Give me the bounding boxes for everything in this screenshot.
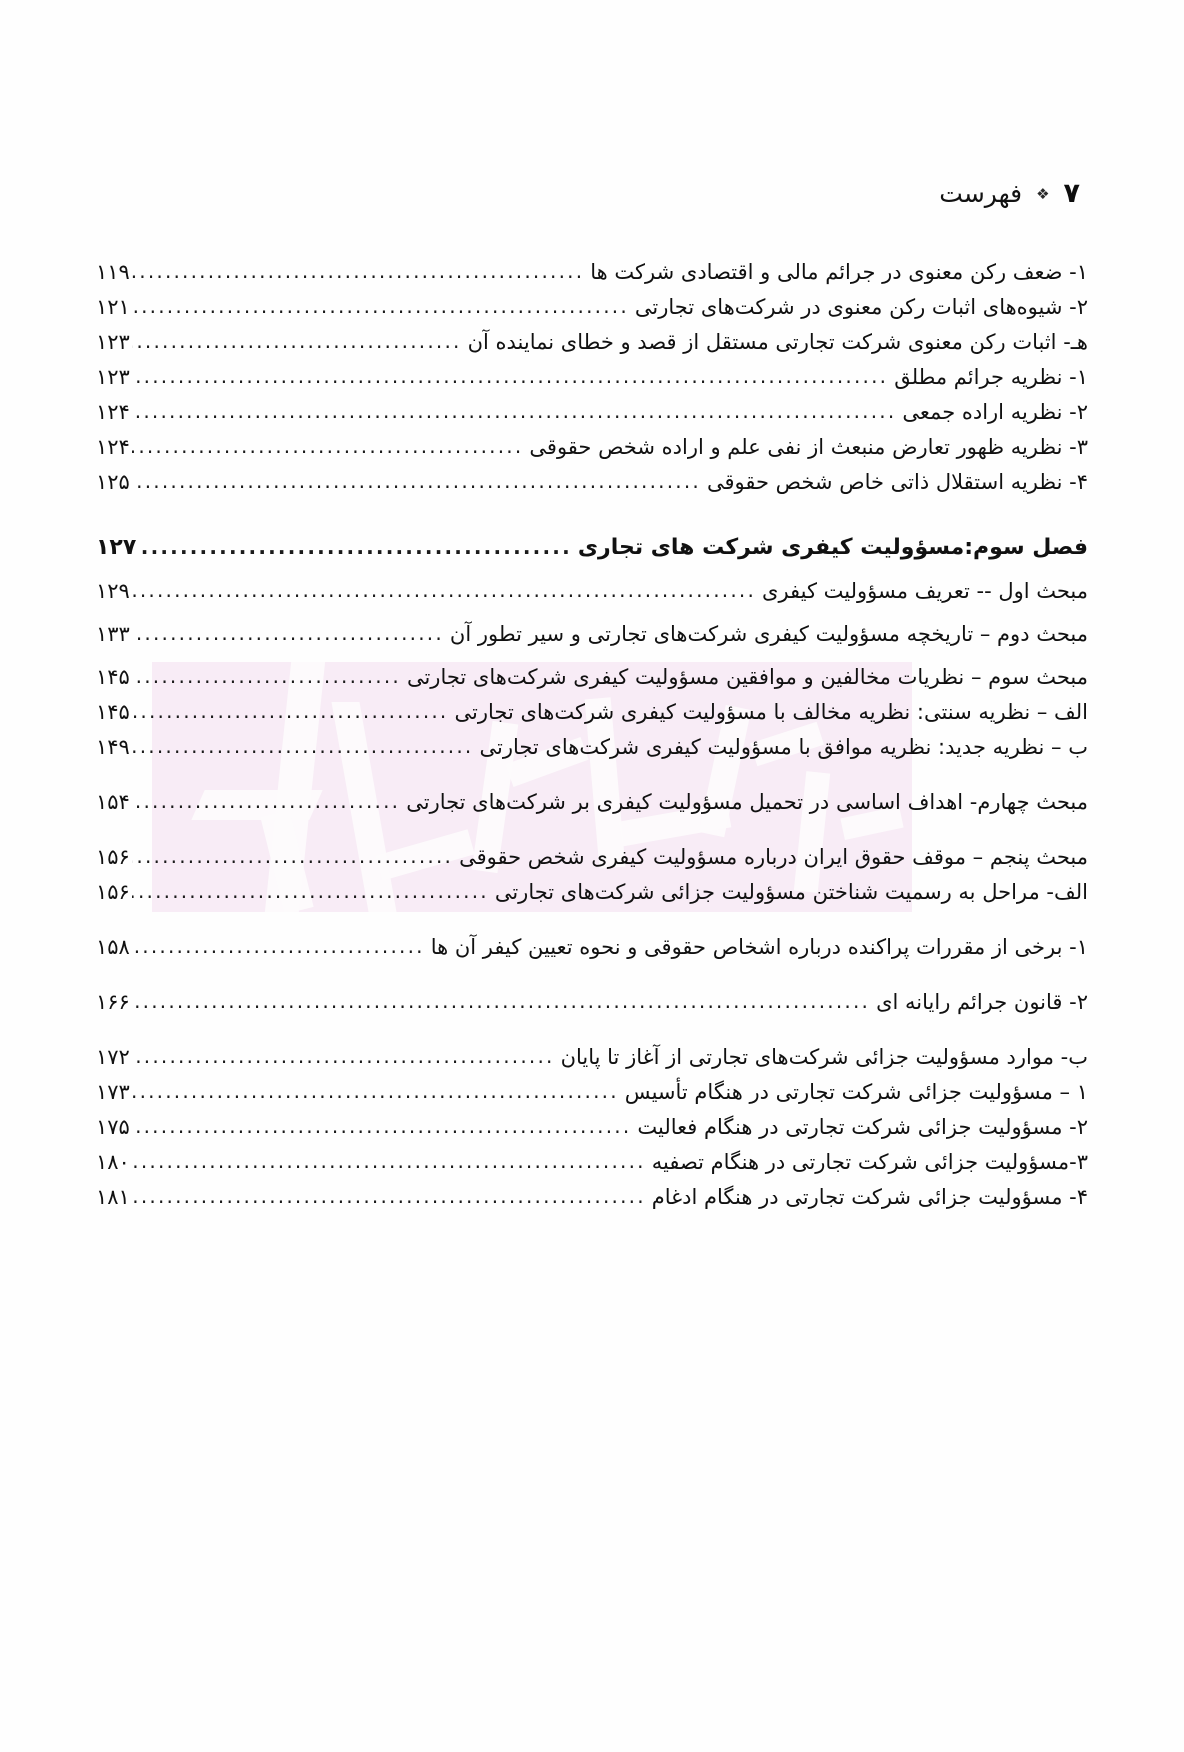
toc-entry-label: مبحث چهارم- اهداف اساسی در تحمیل مسؤولیت کیفری بر شرکت‌های تجارتی: [406, 790, 1088, 814]
toc-entry-row[interactable]: [96, 882, 1088, 903]
page-title: فهرست: [939, 179, 1023, 208]
toc-page-number: ۱۲۹: [96, 579, 130, 603]
toc-leader-dots: [132, 297, 629, 318]
toc-page-number: ۱۴۵: [96, 700, 130, 724]
toc-page-number: ۱۷۵: [96, 1115, 130, 1139]
toc-entry-row[interactable]: [96, 1187, 1088, 1208]
toc-entry-row[interactable]: [96, 581, 1088, 602]
toc-leader-dots: [132, 1117, 632, 1138]
toc-entry-row[interactable]: [96, 1082, 1088, 1103]
toc-page-number: ۱۳۳: [96, 622, 130, 646]
toc-page-number: ۱۲۷: [96, 535, 137, 560]
toc-leader-dots: [132, 262, 584, 283]
toc-entry-row[interactable]: [96, 1117, 1088, 1138]
toc-page-number: ۱۲۳: [96, 330, 130, 354]
toc-entry-label: ۱- برخی از مقررات پراکنده درباره اشخاص حقوقی و نحوه تعیین کیفر آن ها: [430, 935, 1088, 959]
toc-page-number: ۱۱۹: [96, 260, 130, 284]
toc-entry-row[interactable]: [96, 367, 1088, 388]
toc-page-number: ۱۶۶: [96, 990, 130, 1014]
toc-entry-label: مبحث پنجم – موقف حقوق ایران درباره مسؤولیت کیفری شخص حقوقی: [459, 845, 1088, 869]
toc-entry-label: ۱- ضعف رکن معنوی در جرائم مالی و اقتصادی شرکت ها: [590, 260, 1088, 284]
toc-entry-label: ب- موارد مسؤولیت جزائی شرکت‌های تجارتی از آغاز تا پایان: [560, 1045, 1088, 1069]
toc-entry-label: هـ- اثبات رکن معنوی شرکت تجارتی مستقل از قصد و خطای نماینده آن: [467, 330, 1088, 354]
toc-entry-label: ۱- نظریه جرائم مطلق: [894, 365, 1088, 389]
toc-leader-dots: [132, 1082, 619, 1103]
toc-page-number: ۱۸۰: [96, 1150, 130, 1174]
table-of-contents: [96, 262, 1088, 1222]
toc-entry-row[interactable]: [96, 437, 1088, 458]
toc-leader-dots: [132, 1152, 646, 1173]
toc-leader-dots: [132, 581, 756, 602]
toc-page-number: ۱۷۳: [96, 1080, 130, 1104]
toc-leader-dots: [132, 437, 524, 458]
toc-entry-row[interactable]: [96, 992, 1088, 1013]
toc-entry-label: ۲- شیوه‌های اثبات رکن معنوی در شرکت‌های تجارتی: [634, 295, 1088, 319]
toc-chapter-row[interactable]: [96, 537, 1088, 559]
toc-entry-label: الف – نظریه سنتی: نظریه مخالف با مسؤولیت کیفری شرکت‌های تجارتی: [454, 700, 1088, 724]
toc-entry-row[interactable]: [96, 847, 1088, 868]
toc-entry-row[interactable]: [96, 1047, 1088, 1068]
toc-entry-label: مبحث دوم – تاریخچه مسؤولیت کیفری شرکت‌های تجارتی و سیر تطور آن: [449, 622, 1088, 646]
toc-entry-label: ۲- مسؤولیت جزائی شرکت تجارتی در هنگام فعالیت: [637, 1115, 1088, 1139]
toc-leader-dots: [132, 992, 870, 1013]
toc-leader-dots: [132, 1047, 555, 1068]
toc-entry-row[interactable]: [96, 792, 1088, 813]
toc-page-number: ۱۵۴: [96, 790, 130, 814]
toc-entry-row[interactable]: [96, 737, 1088, 758]
toc-leader-dots: [138, 537, 572, 559]
toc-leader-dots: [132, 667, 401, 688]
toc-entry-label: ۲- قانون جرائم رایانه ای: [876, 990, 1088, 1014]
toc-leader-dots: [132, 1187, 646, 1208]
toc-leader-dots: [132, 737, 474, 758]
diamond-ornament-icon: ❖: [1036, 185, 1050, 203]
toc-entry-row[interactable]: [96, 937, 1088, 958]
toc-leader-dots: [132, 937, 425, 958]
toc-entry-row[interactable]: [96, 472, 1088, 493]
toc-page-number: ۱۲۴: [96, 435, 130, 459]
toc-entry-row[interactable]: [96, 262, 1088, 283]
toc-entry-row[interactable]: [96, 624, 1088, 645]
toc-leader-dots: [132, 882, 489, 903]
toc-entry-row[interactable]: [96, 667, 1088, 688]
toc-page-number: ۱۵۸: [96, 935, 130, 959]
toc-leader-dots: [132, 472, 701, 493]
toc-entry-label: ۴- مسؤولیت جزائی شرکت تجارتی در هنگام ادغام: [651, 1185, 1088, 1209]
toc-page-number: ۱۸۱: [96, 1185, 130, 1209]
toc-page-number: ۱۷۲: [96, 1045, 130, 1069]
toc-entry-label: ۴- نظریه استقلال ذاتی خاص شخص حقوقی: [706, 470, 1088, 494]
toc-entry-label: ۳-مسؤولیت جزائی شرکت تجارتی در هنگام تصفیه: [651, 1150, 1088, 1174]
toc-page-number: ۱۴۵: [96, 665, 130, 689]
toc-entry-label: ۲- نظریه اراده جمعی: [902, 400, 1088, 424]
toc-leader-dots: [132, 847, 453, 868]
toc-leader-dots: [132, 367, 888, 388]
toc-page-number: ۱۵۶: [96, 845, 130, 869]
toc-leader-dots: [132, 332, 462, 353]
toc-leader-dots: [132, 402, 897, 423]
toc-page-number: ۱۲۱: [96, 295, 130, 319]
toc-page-number: ۱۲۵: [96, 470, 130, 494]
toc-entry-row[interactable]: [96, 297, 1088, 318]
toc-entry-label: ۱ – مسؤولیت جزائی شرکت تجارتی در هنگام تأسیس: [624, 1080, 1088, 1104]
toc-page-number: ۱۵۶: [96, 880, 130, 904]
toc-entry-label: مبحث اول -- تعریف مسؤولیت کیفری: [762, 579, 1088, 603]
toc-entry-row[interactable]: [96, 702, 1088, 723]
toc-entry-row[interactable]: [96, 402, 1088, 423]
toc-leader-dots: [132, 792, 400, 813]
toc-entry-row[interactable]: [96, 332, 1088, 353]
toc-page-number: ۱۴۹: [96, 735, 130, 759]
toc-page-number: ۱۲۳: [96, 365, 130, 389]
toc-entry-label: ب – نظریه جدید: نظریه موافق با مسؤولیت کیفری شرکت‌های تجارتی: [479, 735, 1088, 759]
toc-entry-label: ۳- نظریه ظهور تعارض منبعث از نفی علم و اراده شخص حقوقی: [529, 435, 1088, 459]
toc-entry-row[interactable]: [96, 1152, 1088, 1173]
toc-leader-dots: [132, 624, 444, 645]
header-page-number: ۷: [1063, 178, 1080, 209]
page-header: [104, 178, 1080, 209]
toc-leader-dots: [132, 702, 449, 723]
toc-entry-label: مبحث سوم – نظریات مخالفین و موافقین مسؤولیت کیفری شرکت‌های تجارتی: [406, 665, 1088, 689]
toc-page-number: ۱۲۴: [96, 400, 130, 424]
toc-entry-label: فصل سوم:مسؤولیت کیفری شرکت های تجاری: [577, 535, 1088, 560]
toc-entry-label: الف- مراحل به رسمیت شناختن مسؤولیت جزائی شرکت‌های تجارتی: [494, 880, 1088, 904]
